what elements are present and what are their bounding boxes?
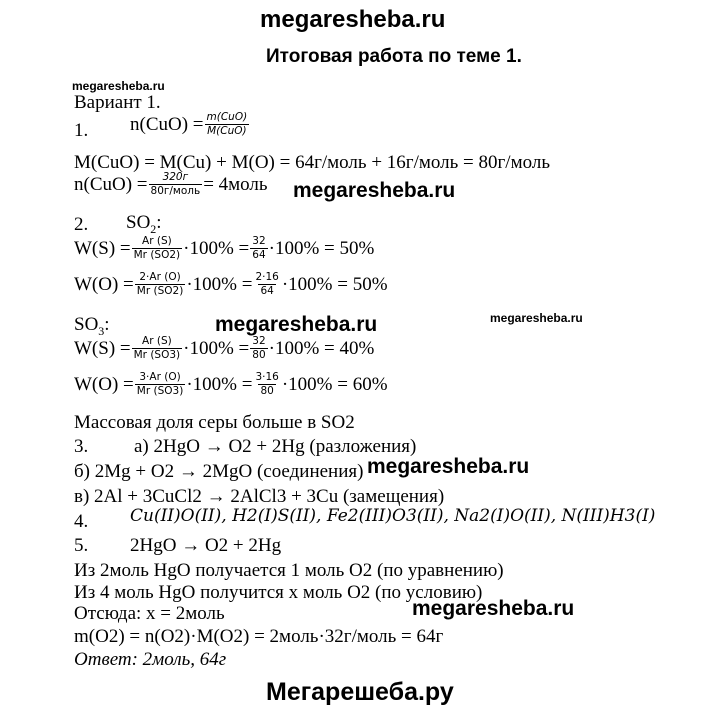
so3-ws-den: Mr (SO3)	[133, 348, 181, 361]
task1-calc	[74, 172, 268, 196]
task3-a: а) 2HgO → O2 + 2Hg (разложения)	[134, 436, 417, 457]
task4-oxidation-states: Cu(II)O(II), H2(I)S(II), Fe2(III)O3(II), Na2(I)O(II), N(III)H3(I)	[130, 506, 656, 526]
task1-formula-denominator: M(CuO)	[207, 124, 247, 137]
so3-ws-den2: 80	[252, 348, 266, 361]
task3-c: в) 2Al + 3CuCl2 → 2AlCl3 + 3Cu (замещения)	[74, 486, 445, 507]
task1-formula-numerator: m(CuO)	[206, 111, 248, 123]
so3-ws-result: ·100% = 40%	[268, 337, 375, 359]
task5-line1: Из 2моль HgO получается 1 моль O2 (по уравнению)	[74, 560, 504, 581]
so3-ws-num2: 32	[252, 335, 266, 347]
task2-so2-wo	[74, 272, 388, 296]
so3-wo-result: ·100% = 60%	[281, 373, 388, 395]
task2-conclusion: Массовая доля серы больше в SO2	[74, 412, 355, 433]
so2-ws-mid: ·100% =	[183, 237, 250, 259]
task2-so2-header: $SO_2$:	[126, 212, 162, 236]
so3-ws-num: Ar (S)	[142, 335, 172, 347]
watermark-top: megaresheba.ru	[260, 6, 446, 33]
task5-number: 5.	[74, 535, 89, 556]
page-title: Итоговая работа по теме 1.	[266, 46, 522, 67]
task3-number: 3.	[74, 436, 89, 457]
watermark-small: megaresheba.ru	[72, 79, 165, 93]
variant-heading: Вариант 1.	[74, 92, 161, 113]
task2-so2-ws	[74, 236, 374, 260]
so2-wo-den: Mr (SO2)	[136, 284, 184, 297]
so3-wo-den2: 80	[260, 384, 274, 397]
task1-calc-denominator: 80г/моль	[150, 184, 201, 197]
so2-ws-result: ·100% = 50%	[268, 237, 375, 259]
task1-calc-result: = 4моль	[203, 173, 268, 195]
task1-calc-lhs: n(CuO) =	[74, 173, 148, 195]
so2-wo-mid: ·100% =	[186, 273, 253, 295]
so2-wo-num2: 2·16	[255, 271, 279, 283]
task5-equation: 2HgO → O2 + 2Hg	[130, 535, 282, 556]
so3-ws-lhs: W(S) =	[74, 337, 131, 359]
task5-line2: Из 4 моль HgO получится x моль O2 (по условию)	[74, 582, 483, 603]
task5-answer: Ответ: 2моль, 64г	[74, 649, 227, 670]
task1-number: 1.	[74, 120, 89, 141]
task1-calc-numerator: 320г	[162, 171, 189, 183]
so2-wo-num: 2·Ar (O)	[139, 271, 181, 283]
task1-formula-lhs: n(CuO) =	[130, 113, 204, 135]
watermark-overlay-1: megaresheba.ru	[293, 179, 456, 202]
so2-ws-num: Ar (S)	[142, 235, 172, 247]
so2-ws-den2: 64	[252, 248, 266, 261]
task5-line3: Отсюда: x = 2моль	[74, 603, 225, 624]
task2-so3-header: $SO_3$:	[74, 314, 110, 338]
so2-ws-num2: 32	[252, 235, 266, 247]
so3-wo-num: 3·Ar (O)	[139, 371, 181, 383]
task2-so3-wo	[74, 372, 388, 396]
watermark-bottom: Мегарешеба.ру	[266, 678, 454, 706]
so2-ws-lhs: W(S) =	[74, 237, 131, 259]
watermark-small-right: megaresheba.ru	[490, 311, 583, 325]
task3-b: б) 2Mg + O2 → 2MgO (соединения)	[74, 461, 364, 482]
task5-line4: m(O2) = n(O2)·M(O2) = 2моль·32г/моль = 64г	[74, 626, 444, 647]
watermark-overlay-2: megaresheba.ru	[215, 313, 378, 336]
so3-wo-den: Mr (SO3)	[136, 384, 184, 397]
task4-number: 4.	[74, 511, 89, 532]
task1-formula	[130, 112, 250, 136]
so2-wo-result: ·100% = 50%	[281, 273, 388, 295]
so3-wo-num2: 3·16	[255, 371, 279, 383]
watermark-overlay-4: megaresheba.ru	[412, 597, 575, 620]
so3-ws-mid: ·100% =	[183, 337, 250, 359]
task2-number: 2.	[74, 214, 89, 235]
task2-so3-ws	[74, 336, 374, 360]
so2-wo-den2: 64	[260, 284, 274, 297]
so2-wo-lhs: W(O) =	[74, 273, 134, 295]
watermark-overlay-3: megaresheba.ru	[367, 455, 530, 478]
so3-wo-lhs: W(O) =	[74, 373, 134, 395]
so2-ws-den: Mr (SO2)	[133, 248, 181, 261]
so3-wo-mid: ·100% =	[186, 373, 253, 395]
task1-molar-mass: M(CuO) = M(Cu) + M(O) = 64г/моль + 16г/моль = 80г/моль	[74, 152, 550, 173]
